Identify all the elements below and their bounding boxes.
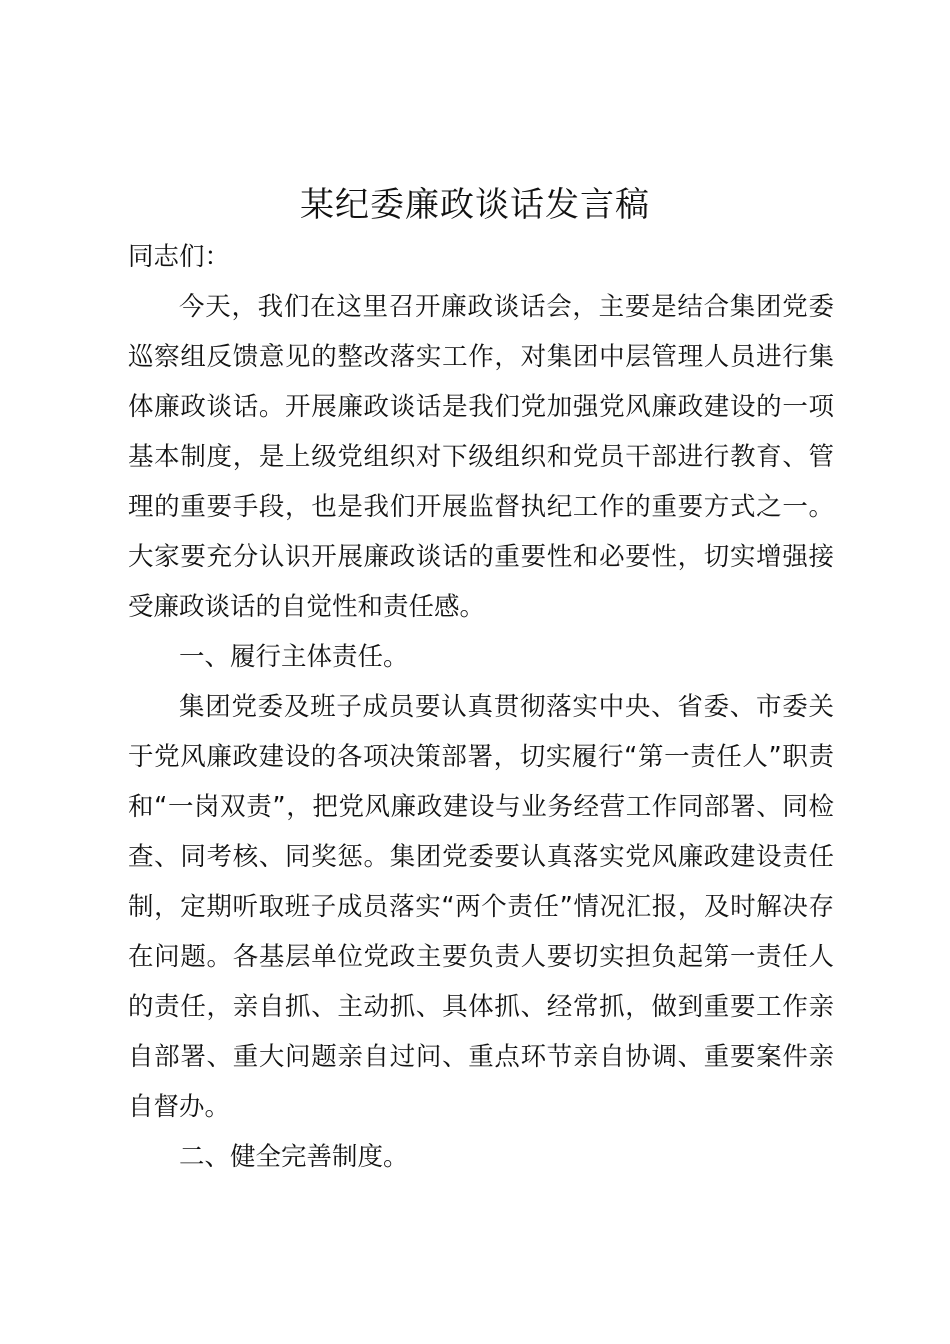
section-heading-2: 二、健全完善制度。	[179, 1142, 409, 1172]
paragraph-intro: 今天，我们在这里召开廉政谈话会，主要是结合集团党委巡察组反馈意见的整改落实工作，对集团中层管理人员进行集体廉政谈话。开展廉政谈话是我们党加强党风廉政建设的一项基本制度，是上级党组织对下级组织和党员干部进行教育、管理的重要手段，也是我们开展监督执纪工作的重要方式之一。大家要充分认识开展廉政谈话的重要性和必要性，切实增强接受廉政谈话的自觉性和责任感。	[128, 292, 834, 622]
paragraph-section-1: 集团党委及班子成员要认真贯彻落实中央、省委、市委关于党风廉政建设的各项决策部署，切实履行“第一责任人”职责和“一岗双责”，把党风廉政建设与业务经营工作同部署、同检查、同考核、同奖惩。集团党委要认真落实党风廉政建设责任制，定期听取班子成员落实“两个责任”情况汇报，及时解决存在问题。各基层单位党政主要负责人要切实担负起第一责任人的责任，亲自抓、主动抓、具体抓、经常抓，做到重要工作亲自部署、重大问题亲自过问、重点环节亲自协调、重要案件亲自督办。	[128, 692, 834, 1122]
document-body	[128, 232, 834, 1182]
section-heading-1: 一、履行主体责任。	[179, 642, 409, 672]
document-title: 某纪委廉政谈话发言稿	[300, 185, 650, 225]
salutation: 同志们：	[128, 242, 231, 272]
